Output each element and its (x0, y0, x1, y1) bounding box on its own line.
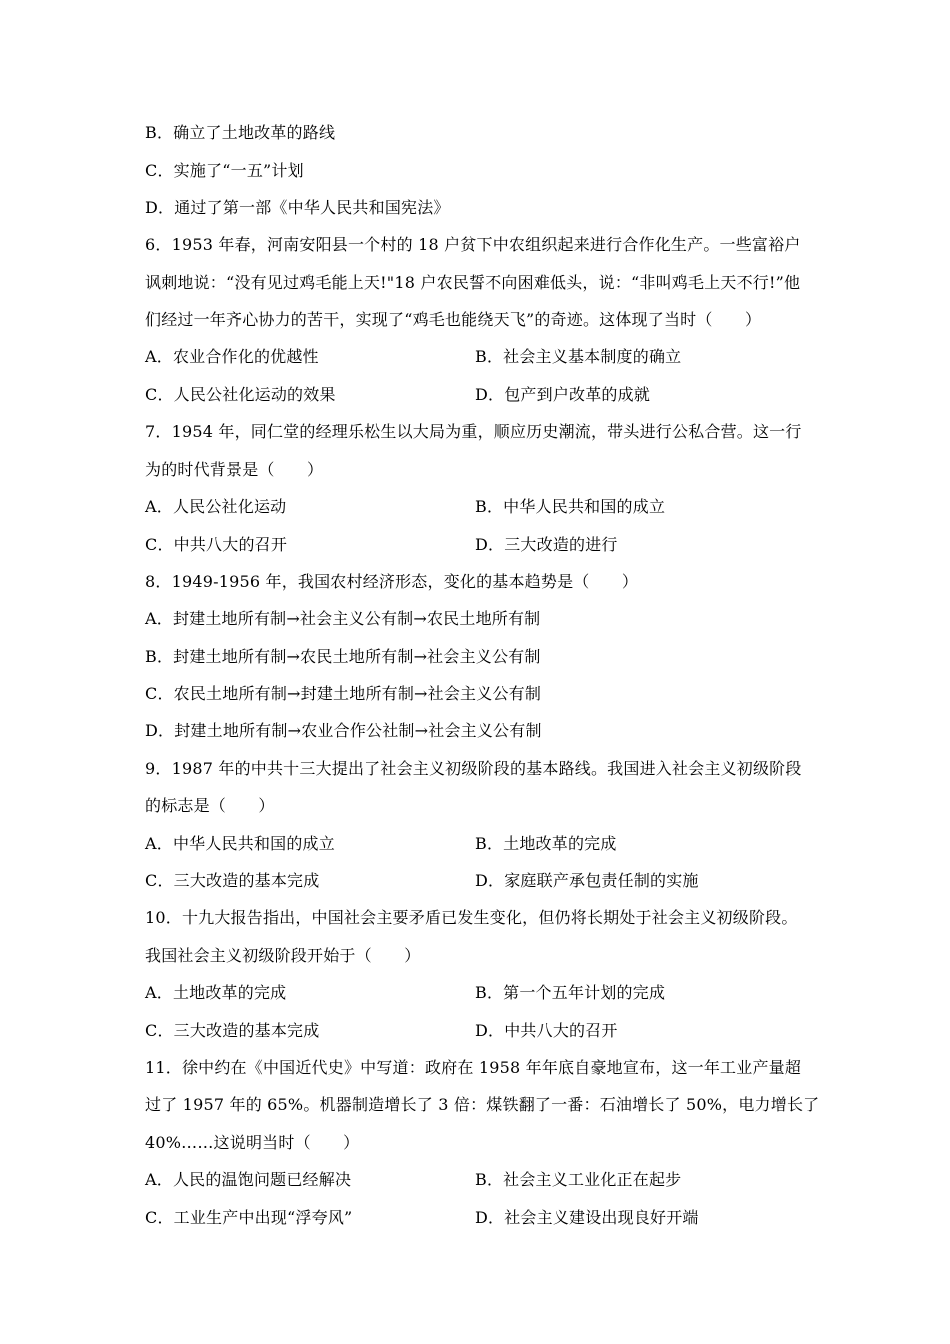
q11-stem-line2: 过了 1957 年的 65%。机器制造增长了 3 倍：煤铁翻了一番：石油增长了 50%，电力增长了 (145, 1095, 820, 1114)
q9-stem-line1: 9．1987 年的中共十三大提出了社会主义初级阶段的基本路线。我国进入社会主义初级阶段 (145, 759, 802, 778)
q6-option-c: C．人民公社化运动的效果 (145, 385, 336, 404)
q7-option-d: D．三大改造的进行 (475, 535, 618, 554)
q5-option-b: B．确立了土地改革的路线 (145, 123, 336, 142)
q5-option-d: D．通过了第一部《中华人民共和国宪法》 (145, 198, 450, 217)
q9-option-b: B．土地改革的完成 (475, 834, 617, 853)
q6-option-a: A．农业合作化的优越性 (145, 347, 319, 366)
q9-option-c: C．三大改造的基本完成 (145, 871, 320, 890)
q9-option-d: D．家庭联产承包责任制的实施 (475, 871, 699, 890)
q9-option-a: A．中华人民共和国的成立 (145, 834, 335, 853)
q8-option-a: A．封建土地所有制→社会主义公有制→农民土地所有制 (145, 609, 541, 628)
q6-stem-line3: 们经过一年齐心协力的苦干，实现了“鸡毛也能绕天飞”的奇迹。这体现了当时（ ） (145, 310, 762, 329)
q10-option-a: A．土地改革的完成 (145, 983, 287, 1002)
q6-stem-line1: 6．1953 年春，河南安阳县一个村的 18 户贫下中农组织起来进行合作化生产。一些富裕户 (145, 235, 801, 254)
q11-option-d: D．社会主义建设出现良好开端 (475, 1208, 699, 1227)
q11-stem-line3: 40%……这说明当时（ ） (145, 1133, 360, 1152)
q5-option-c: C．实施了“一五”计划 (145, 161, 304, 180)
q10-option-d: D．中共八大的召开 (475, 1021, 618, 1040)
q7-option-b: B．中华人民共和国的成立 (475, 497, 666, 516)
q10-stem-line2: 我国社会主义初级阶段开始于（ ） (145, 946, 421, 965)
q11-option-b: B．社会主义工业化正在起步 (475, 1170, 682, 1189)
q10-option-b: B．第一个五年计划的完成 (475, 983, 666, 1002)
q10-option-c: C．三大改造的基本完成 (145, 1021, 320, 1040)
q8-option-d: D．封建土地所有制→农业合作公社制→社会主义公有制 (145, 721, 542, 740)
q8-option-b: B．封建土地所有制→农民土地所有制→社会主义公有制 (145, 647, 541, 666)
q8-stem-line1: 8．1949-1956 年，我国农村经济形态，变化的基本趋势是（ ） (145, 572, 639, 591)
q8-option-c: C．农民土地所有制→封建土地所有制→社会主义公有制 (145, 684, 542, 703)
q7-stem-line1: 7．1954 年，同仁堂的经理乐松生以大局为重，顺应历史潮流，带头进行公私合营。这一行 (145, 422, 802, 441)
q7-stem-line2: 为的时代背景是（ ） (145, 460, 324, 479)
q11-option-a: A．人民的温饱问题已经解决 (145, 1170, 352, 1189)
q6-option-d: D．包产到户改革的成就 (475, 385, 651, 404)
q6-option-b: B．社会主义基本制度的确立 (475, 347, 682, 366)
q7-option-a: A．人民公社化运动 (145, 497, 287, 516)
q9-stem-line2: 的标志是（ ） (145, 796, 275, 815)
q7-option-c: C．中共八大的召开 (145, 535, 288, 554)
q11-option-c: C．工业生产中出现“浮夸风” (145, 1208, 353, 1227)
q6-stem-line2: 讽刺地说：“没有见过鸡毛能上天!"18 户农民誓不向困难低头，说：“非叫鸡毛上天不行!”他 (145, 273, 801, 292)
q11-stem-line1: 11．徐中约在《中国近代史》中写道：政府在 1958 年年底自豪地宣布，这一年工业产量超 (145, 1058, 802, 1077)
q10-stem-line1: 10．十九大报告指出，中国社会主要矛盾已发生变化，但仍将长期处于社会主义初级阶段。 (145, 908, 798, 927)
